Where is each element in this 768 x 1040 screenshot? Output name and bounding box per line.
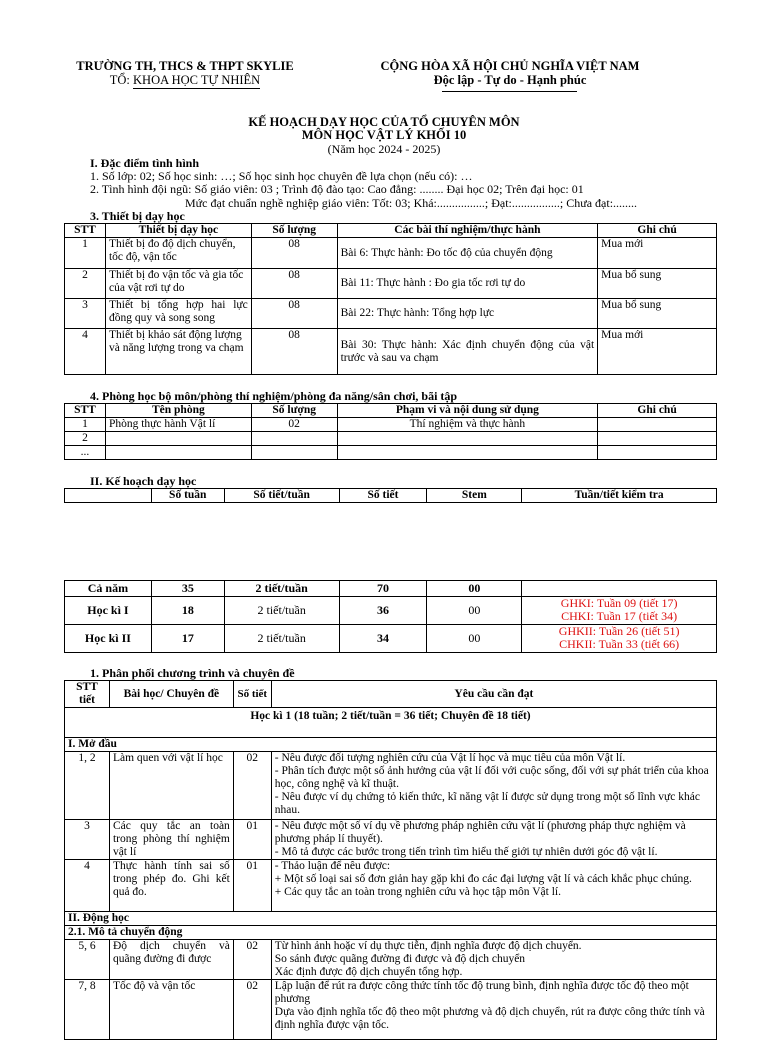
cell-device: Thiết bị tổng hợp hai lực đồng quy và song song — [105, 299, 251, 329]
section-row — [65, 738, 717, 752]
cell-requirements — [271, 940, 716, 980]
test-end: CHKII: Tuần 33 (tiết 66) — [559, 637, 680, 651]
col-scope: Phạm vi và nội dung sử dụng — [337, 404, 598, 418]
motto: Độc lập - Tự do - Hạnh phúc — [433, 73, 587, 87]
requirement-line: + Một số loại sai số đơn giản hay gặp khi đo các đại lượng vật lí và cách khắc phục chúng. — [274, 873, 692, 885]
table-row — [65, 238, 717, 269]
cell-stt: 4 — [65, 860, 110, 912]
table-row — [65, 446, 717, 460]
cell-lesson: Các quy tắc an toàn trong phòng thí nghiệm vật lí — [109, 820, 233, 860]
table-row — [65, 269, 717, 299]
plan-header-row — [65, 489, 717, 503]
cell-periods: 01 — [233, 820, 271, 860]
col-qty: Số lượng — [251, 224, 337, 238]
col-stt-period: STT tiết — [65, 681, 110, 708]
cell-qty: 02 — [251, 418, 337, 432]
col-lesson: Bài học/ Chuyên đề — [109, 681, 233, 708]
department — [60, 73, 310, 89]
cell-device: Thiết bị đo độ dịch chuyển, tốc độ, vận tốc — [105, 238, 251, 269]
department-name: KHOA HỌC TỰ NHIÊN — [133, 73, 261, 87]
table-row — [65, 752, 717, 820]
cell-note: Mua bổ sung — [598, 269, 717, 299]
cell-lab: Bài 22: Thực hành: Tổng hợp lực — [337, 299, 598, 329]
section-1-heading: I. Đặc điểm tình hình — [90, 156, 200, 170]
col-periods: Số tiết — [339, 489, 427, 503]
table-row — [65, 432, 717, 446]
cell-note: Mua mới — [598, 238, 717, 269]
subsection-motion: 2.1. Mô tả chuyển động — [65, 926, 717, 940]
cell-per-week: 2 tiết/tuần — [224, 581, 339, 597]
requirement-line: Lập luận để rút ra được công thức tính tốc độ trung bình, định nghĩa được tốc độ theo một phương — [274, 980, 689, 1005]
cell-periods: 01 — [233, 860, 271, 912]
table-row — [65, 820, 717, 860]
cell-periods: 02 — [233, 752, 271, 820]
cell-qty — [251, 432, 337, 446]
rooms-header-row — [65, 404, 717, 418]
requirement-line: Xác định được độ dịch chuyển tổng hợp. — [274, 966, 463, 978]
cell-weeks: 17 — [151, 625, 224, 653]
table-row — [65, 860, 717, 912]
col-stem: Stem — [427, 489, 522, 503]
cell-room-name — [105, 432, 251, 446]
cell-stem: 00 — [427, 597, 522, 625]
table-row — [65, 581, 717, 597]
cell-lesson: Làm quen với vật lí học — [109, 752, 233, 820]
cell-stt: 1 — [65, 418, 106, 432]
cell-stt: 2 — [65, 269, 106, 299]
col-device: Thiết bị dạy học — [105, 224, 251, 238]
cell-qty: 08 — [251, 269, 337, 299]
cell-lesson: Tốc độ và vận tốc — [109, 980, 233, 1040]
col-stt: STT — [65, 224, 106, 238]
department-prefix: TỔ: — [109, 73, 134, 87]
cell-lab: Bài 30: Thực hành: Xác định chuyển động của vật trước và sau va chạm — [337, 329, 598, 375]
cell-requirements — [271, 820, 716, 860]
col-requirements: Yêu cầu cần đạt — [271, 681, 716, 708]
col-lab: Các bài thí nghiệm/thực hành — [337, 224, 598, 238]
col-note: Ghi chú — [598, 224, 717, 238]
cell-stt: 3 — [65, 820, 110, 860]
plan-heading: II. Kế hoạch dạy học — [90, 474, 197, 488]
cell-per-week: 2 tiết/tuần — [224, 625, 339, 653]
cell-stt: 1, 2 — [65, 752, 110, 820]
class-info: 1. Số lớp: 02; Số học sinh: …; Số học sinh học chuyên đề lựa chọn (nếu có): … — [90, 169, 473, 183]
program-table — [64, 680, 717, 1040]
cell-label: Cả năm — [65, 581, 152, 597]
cell-tests — [522, 581, 717, 597]
subsection-row — [65, 926, 717, 940]
cell-note: Mua bổ sung — [598, 299, 717, 329]
table-row — [65, 418, 717, 432]
cell-note — [598, 418, 717, 432]
requirement-line: - Phân tích được một số ảnh hưởng của vật lí đối với cuộc sống, đối với sự phát triển của khoa học, công nghệ và kĩ thuật. — [274, 765, 709, 790]
cell-stem: 00 — [427, 581, 522, 597]
requirement-line: Dựa vào định nghĩa tốc độ theo một phương và độ dịch chuyển, rút ra được công thức tính và định nghĩa được vận tốc. — [274, 1006, 705, 1031]
plan-header-table — [64, 488, 717, 503]
cell-requirements — [271, 860, 716, 912]
col-per-week: Số tiết/tuần — [224, 489, 339, 503]
col-room-name: Tên phòng — [105, 404, 251, 418]
plan-title: KẾ HOẠCH DẠY HỌC CỦA TỔ CHUYÊN MÔN — [248, 115, 520, 129]
school-name: TRƯỜNG TH, THCS & THPT SKYLIE — [76, 59, 294, 73]
requirement-line: + Các quy tắc an toàn trong nghiên cứu và học tập môn Vật lí. — [274, 886, 561, 898]
semester-label: Học kì 1 (18 tuần; 2 tiết/tuần = 36 tiết; Chuyên đề 18 tiết) — [65, 708, 717, 738]
requirement-line: - Nêu được một số ví dụ về phương pháp nghiên cứu vật lí (phương pháp thực nghiệm và phương pháp lí thuyết). — [274, 820, 686, 845]
cell-note: Mua mới — [598, 329, 717, 375]
subject-title: MÔN HỌC VẬT LÝ KHỐI 10 — [301, 128, 467, 142]
requirement-line: So sánh được quãng đường đi được và độ dịch chuyển — [274, 953, 526, 965]
cell-stt: ... — [65, 446, 106, 460]
cell-weeks: 35 — [151, 581, 224, 597]
section-kinematics: II. Động học — [65, 912, 717, 926]
table-row — [65, 329, 717, 375]
cell-lab: Bài 6: Thực hành: Đo tốc độ của chuyển động — [337, 238, 598, 269]
cell-stt: 5, 6 — [65, 940, 110, 980]
col-tests: Tuần/tiết kiểm tra — [522, 489, 717, 503]
plan-table — [64, 580, 717, 653]
col-periods: Số tiết — [233, 681, 271, 708]
requirement-line: - Mô tả được các bước trong tiến trình tìm hiểu thế giới tự nhiên dưới góc độ vật lí. — [274, 846, 658, 858]
rooms-table — [64, 403, 717, 460]
cell-stem: 00 — [427, 625, 522, 653]
cell-lesson: Độ dịch chuyển và quãng đường đi được — [109, 940, 233, 980]
cell-requirements — [271, 980, 716, 1040]
cell-tests — [522, 625, 717, 653]
motto-underline — [442, 91, 577, 92]
cell-room-name — [105, 446, 251, 460]
col-stt: STT — [65, 404, 106, 418]
table-row — [65, 980, 717, 1040]
equipment-header-row — [65, 224, 717, 238]
table-row — [65, 597, 717, 625]
cell-stt: 4 — [65, 329, 106, 375]
semester-row — [65, 708, 717, 738]
program-header-row — [65, 681, 717, 708]
table-row — [65, 940, 717, 980]
cell-label: Học kì I — [65, 597, 152, 625]
cell-qty: 08 — [251, 329, 337, 375]
cell-device: Thiết bị đo vận tốc và gia tốc của vật rơi tự do — [105, 269, 251, 299]
requirement-line: - Thảo luận để nêu được: — [274, 860, 391, 872]
cell-lesson: Thực hành tính sai số trong phép đo. Ghi kết quả đo. — [109, 860, 233, 912]
cell-stt: 3 — [65, 299, 106, 329]
cell-tests — [522, 597, 717, 625]
staff-standard: Mức đạt chuẩn nghề nghiệp giáo viên: Tốt: 03; Khá:................; Đạt:................; Chưa đạt:........ — [185, 196, 638, 210]
cell-label: Học kì II — [65, 625, 152, 653]
test-mid: GHKI: Tuần 09 (tiết 17) — [560, 596, 678, 610]
program-heading: 1. Phân phối chương trình và chuyên đề — [90, 666, 295, 680]
cell-note — [598, 446, 717, 460]
col-blank — [65, 489, 152, 503]
cell-periods: 02 — [233, 980, 271, 1040]
cell-scope — [337, 432, 598, 446]
cell-per-week: 2 tiết/tuần — [224, 597, 339, 625]
cell-periods: 34 — [339, 625, 427, 653]
table-row — [65, 625, 717, 653]
section-row — [65, 912, 717, 926]
cell-periods: 36 — [339, 597, 427, 625]
cell-qty — [251, 446, 337, 460]
school-year: (Năm học 2024 - 2025) — [327, 142, 441, 156]
cell-lab: Bài 11: Thực hành : Đo gia tốc rơi tự do — [337, 269, 598, 299]
cell-periods: 70 — [339, 581, 427, 597]
equipment-table — [64, 223, 717, 375]
cell-qty: 08 — [251, 238, 337, 269]
col-weeks: Số tuần — [151, 489, 224, 503]
cell-scope — [337, 446, 598, 460]
nation-title: CỘNG HÒA XÃ HỘI CHỦ NGHĨA VIỆT NAM — [380, 59, 640, 73]
equipment-heading: 3. Thiết bị dạy học — [90, 209, 185, 223]
cell-device: Thiết bị khảo sát động lượng và năng lượng trong va chạm — [105, 329, 251, 375]
requirement-line: Từ hình ảnh hoặc ví dụ thực tiễn, định nghĩa được độ dịch chuyển. — [274, 940, 582, 952]
cell-room-name: Phòng thực hành Vật lí — [105, 418, 251, 432]
cell-note — [598, 432, 717, 446]
cell-stt: 2 — [65, 432, 106, 446]
cell-stt: 7, 8 — [65, 980, 110, 1040]
cell-requirements — [271, 752, 716, 820]
test-mid: GHKII: Tuần 26 (tiết 51) — [558, 624, 680, 638]
rooms-heading: 4. Phòng học bộ môn/phòng thí nghiệm/phòng đa năng/sân chơi, bãi tập — [90, 389, 458, 403]
section-intro: I. Mở đầu — [65, 738, 717, 752]
col-note: Ghi chú — [598, 404, 717, 418]
requirement-line: - Nêu được đối tượng nghiên cứu của Vật lí học và mục tiêu của môn Vật lí. — [274, 752, 626, 764]
test-end: CHKI: Tuần 17 (tiết 34) — [561, 609, 678, 623]
requirement-line: - Nêu được ví dụ chứng tỏ kiến thức, kĩ năng vật lí được sử dụng trong một số lĩnh vực khác nhau. — [274, 791, 700, 816]
col-qty: Số lượng — [251, 404, 337, 418]
cell-qty: 08 — [251, 299, 337, 329]
cell-periods: 02 — [233, 940, 271, 980]
cell-stt: 1 — [65, 238, 106, 269]
cell-weeks: 18 — [151, 597, 224, 625]
cell-scope: Thí nghiệm và thực hành — [337, 418, 598, 432]
table-row — [65, 299, 717, 329]
staff-info: 2. Tình hình đội ngũ: Số giáo viên: 03 ; Trình độ đào tạo: Cao đẳng: ........ Đại học 02; Trên đại học: 01 — [90, 182, 584, 196]
